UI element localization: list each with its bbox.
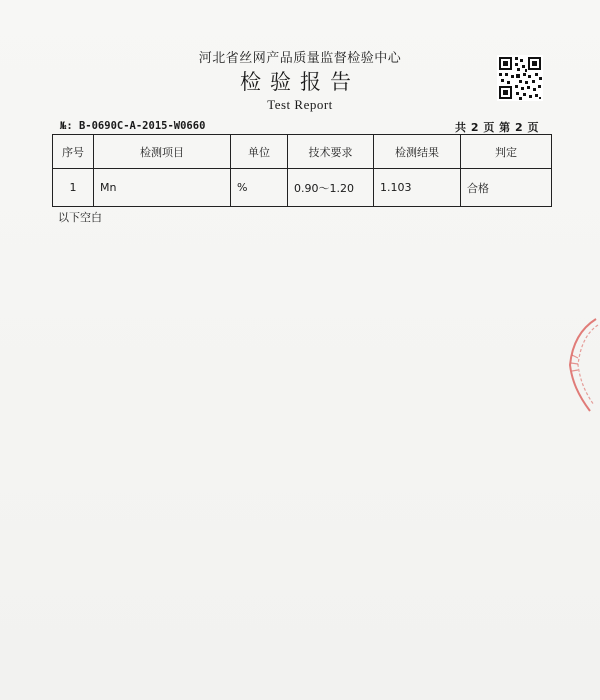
page-indicator: 共 2 页 第 2 页 xyxy=(455,121,539,134)
cell-unit: % xyxy=(231,169,288,207)
column-header: 技术要求 xyxy=(288,135,374,169)
report-title: 检验报告 xyxy=(240,70,360,94)
cell-seq: 1 xyxy=(53,169,94,207)
table-row xyxy=(53,169,552,207)
cell-judgment: 合格 xyxy=(461,169,552,207)
seal-stamp xyxy=(550,315,600,415)
column-header: 单位 xyxy=(231,135,288,169)
blank-below-note: 以下空白 xyxy=(58,211,102,224)
qr-code-icon xyxy=(497,55,543,101)
cell-result: 1.103 xyxy=(374,169,461,207)
report-title-en: Test Report xyxy=(267,97,333,112)
table-header-row xyxy=(53,135,552,169)
cell-item: Mn xyxy=(94,169,231,207)
cell-requirement: 0.90～1.20 xyxy=(288,169,374,207)
column-header: 序号 xyxy=(53,135,94,169)
column-header: 检测结果 xyxy=(374,135,461,169)
column-header: 判定 xyxy=(461,135,552,169)
report-number: №: B-0690C-A-2015-W0660 xyxy=(60,120,206,132)
organization-name: 河北省丝网产品质量监督检验中心 xyxy=(198,51,402,66)
results-table xyxy=(52,134,552,207)
column-header: 检测项目 xyxy=(94,135,231,169)
